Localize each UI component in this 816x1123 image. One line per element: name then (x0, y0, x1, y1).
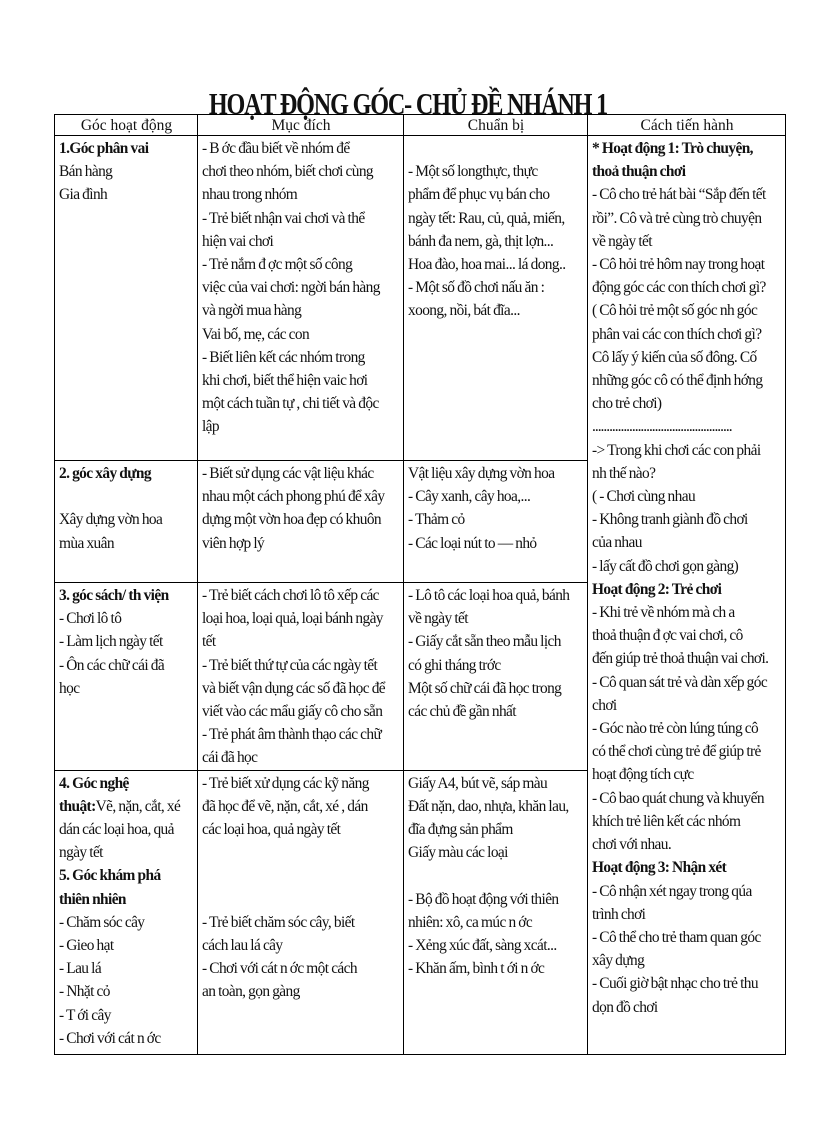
text-line: - Bộ đồ hoạt động với thiên (408, 890, 559, 908)
text-line: Bán hàng (59, 163, 113, 181)
blank-line (408, 137, 584, 160)
text-line: nh thế nào? (592, 464, 656, 482)
text-line: việc của vai chơi: ngời bán hàng (202, 279, 380, 297)
text-line: - Chơi với cát n ớc (59, 1029, 161, 1047)
blank-line (202, 864, 400, 887)
text-line: cách lau lá cây (202, 937, 283, 954)
muc-dich-cell (198, 136, 404, 461)
text-line: - Xẻng xúc đất, sàng xcát... (408, 937, 557, 955)
text-line: Cô lấy ý kiến của số đông. Cố (592, 348, 757, 366)
text-line: đã học để vẽ, nặn, cắt, xé , dán (202, 797, 368, 815)
goc-cell (55, 583, 198, 771)
text-line: Giấy A4, bút vẽ, sáp màu (408, 774, 548, 792)
text-line: hoạt động tích cực (592, 766, 694, 784)
text-line: Vật liệu xây dựng vờn hoa (408, 465, 555, 482)
text-line: viết vào các mẩu giấy cô cho sẵn (202, 703, 383, 721)
text-line: - Cô thể cho trẻ tham quan góc (592, 928, 761, 946)
text-line: tết (202, 633, 216, 651)
header-muc-dich: Mục đích (198, 115, 404, 136)
text-line: thoả thuận chơi (592, 163, 686, 181)
text-line: thiên nhiên (59, 890, 126, 908)
text-line: - Ôn các chữ cái đã (59, 656, 165, 674)
blank-line (59, 485, 194, 508)
text-line: - lấy cất đồ chơi gọn gàng) (592, 557, 739, 575)
text-line: về ngày tết (408, 610, 468, 628)
table-header-row (55, 115, 786, 136)
text-line: Gia đình (59, 186, 108, 204)
text-line: - Cuối giờ bật nhạc cho trẻ thu (592, 975, 758, 993)
text-line: và ngời mua hàng (202, 302, 302, 320)
header-cach-tien-hanh: Cách tiến hành (588, 115, 786, 136)
text-line: học (59, 679, 80, 697)
text-line: phân vai các con thích chơi gì? (592, 325, 762, 343)
muc-dich-cell (198, 583, 404, 771)
muc-dich-cell (198, 461, 404, 583)
text-line: - Trẻ phát âm thành thạo các chữ (202, 726, 382, 744)
text-line: về ngày tết (592, 232, 652, 250)
text-line: dán các loại hoa, quả (59, 821, 174, 839)
header-goc-hoat-dong: Góc hoạt động (55, 115, 198, 136)
goc-cell (55, 770, 198, 1054)
text-line: - Trẻ biết thứ tự của các ngày tết (202, 656, 378, 674)
text-line: - Một số đồ chơi nấu ăn : (408, 279, 545, 297)
text-line: - Nhặt cỏ (59, 983, 110, 1001)
text-line: - Cô bao quát chung và khuyến (592, 789, 764, 807)
text-line: các chủ đề gần nhất (408, 703, 516, 721)
text-line: lập (202, 418, 220, 436)
text-line: - Khăn ấm, bình t ới n ớc (408, 960, 545, 978)
text-line: chơi (592, 696, 617, 714)
text-line: Hoạt động 2: Trẻ chơi (592, 580, 722, 598)
text-line: dựng một vờn hoa đẹp có khuôn (202, 511, 382, 529)
goc-cell (55, 461, 198, 583)
text-line: - T ới cây (59, 1006, 111, 1024)
text-line: chơi với nhau. (592, 836, 672, 854)
text-line: * Hoạt động 1: Trò chuyện, (592, 140, 753, 157)
text-line: đến giúp trẻ thoả thuận vai chơi. (592, 650, 769, 668)
text-line: cái đã học (202, 749, 258, 767)
text-line: nhiên: xô, ca múc n ớc (408, 913, 533, 931)
text-line: - Gieo hạt (59, 937, 114, 955)
text-line: và biết vận dụng các số đã học để (202, 679, 386, 697)
text-line: - Trẻ biết chăm sóc cây, biết (202, 913, 355, 931)
chuan-bi-cell (404, 136, 588, 461)
text-line: nhau một cách phong phú để xây (202, 488, 385, 506)
text-line: - Giấy cắt sẵn theo mẫu lịch (408, 633, 561, 651)
text-line: ( Cô hỏi trẻ một số góc nh góc (592, 302, 758, 320)
text-line: bánh đa nem, gà, thịt lợn... (408, 232, 554, 250)
text-line: nhau trong nhóm (202, 186, 298, 204)
text-line: 2. góc xây dựng (59, 465, 151, 482)
text-line: 4. Góc nghệ (59, 774, 129, 792)
text-line: - Cô nhận xét ngay trong qúa (592, 882, 752, 900)
text-line: - Các loại nút to — nhỏ (408, 534, 537, 552)
text-line: dọn đồ chơi (592, 998, 658, 1016)
text-line: - Biết liên kết các nhóm trong (202, 348, 365, 366)
text-line: 5. Góc khám phá (59, 867, 161, 885)
text-line: - Không tranh giành đồ chơi (592, 511, 748, 529)
text-line: ( - Chơi cùng nhau (592, 488, 696, 506)
text-line: - Trẻ biết xử dụng các kỹ năng (202, 774, 369, 792)
text-line: - B ớc đầu biết về nhóm để (202, 140, 350, 157)
text-line: - Cô quan sát trẻ và dàn xếp góc (592, 673, 768, 691)
text-line: cho trẻ chơi) (592, 395, 662, 413)
text-line: - Khi trẻ về nhóm mà ch a (592, 604, 735, 622)
text-line: - Cô cho trẻ hát bài “Sắp đến tết (592, 186, 766, 204)
text-line: - Biết sử dụng các vật liệu khác (202, 465, 374, 482)
text-line: phẩm để phục vụ bán cho (408, 186, 550, 204)
text-line: - Chăm sóc cây (59, 913, 145, 931)
text-line: đĩa đựng sản phẩm (408, 821, 513, 839)
text-line: - Trẻ nắm đ ợc một số công (202, 256, 353, 274)
text-line: những góc cô có thể định hớng (592, 372, 763, 390)
text-line: của nhau (592, 534, 642, 552)
text-line: - Lô tô các loại hoa quả, bánh (408, 587, 570, 604)
text-line: viên hợp lý (202, 534, 265, 552)
text-line: - Góc nào trẻ còn lúng túng cô (592, 720, 759, 738)
table-row (55, 136, 786, 461)
text-line: Hoạt động 3: Nhận xét (592, 859, 727, 877)
goc-cell (55, 136, 198, 461)
text-line: các loại hoa, quả ngày tết (202, 821, 341, 839)
text-line: Giấy màu các loại (408, 844, 508, 862)
text-line: -> Trong khi chơi các con phải (592, 441, 761, 459)
text-line: khi chơi, biết thể hiện vaic hơi (202, 372, 368, 390)
text-line: Đất nặn, dao, nhựa, khăn lau, (408, 797, 569, 815)
text-line: - Cây xanh, cây hoa,... (408, 488, 531, 506)
text-line: xây dựng (592, 952, 645, 970)
text-line: Một số chữ cái đã học trong (408, 679, 562, 697)
muc-dich-cell (198, 770, 404, 1054)
page-title: HOẠT ĐỘNG GÓC- CHỦ ĐỀ NHÁNH 1 (208, 86, 608, 121)
text-line: khích trẻ liên kết các nhóm (592, 812, 741, 830)
activity-plan-table (54, 114, 786, 1055)
text-line: chơi theo nhóm, biết chơi cùng (202, 163, 374, 181)
blank-line (202, 888, 400, 911)
text-line: - Thảm cỏ (408, 511, 465, 529)
text-line: rồi”. Cô và trẻ cùng trò chuyện (592, 209, 762, 227)
dotted-separator: ................................................. (592, 418, 732, 436)
text-line: ngày tết: Rau, củ, quả, miến, (408, 209, 565, 227)
blank-line (202, 841, 400, 864)
text-line: Vai bố, mẹ, các con (202, 325, 310, 343)
text-line: - Lau lá (59, 960, 102, 978)
text-line: trình chơi (592, 905, 646, 923)
bold-label: thuật: (59, 797, 96, 815)
text-line: ngày tết (59, 844, 103, 862)
text-line: động góc các con thích chơi gì? (592, 279, 766, 297)
text-line: có ghi tháng trớc (408, 656, 501, 674)
text-line: mùa xuân (59, 534, 114, 552)
text-line: 1.Góc phân vai (59, 140, 149, 157)
header-chuan-bi: Chuẩn bị (404, 115, 588, 136)
chuan-bi-cell (404, 461, 588, 583)
text-line: có thể chơi cùng trẻ để giúp trẻ (592, 743, 761, 761)
text-line: loại hoa, loại quả, loại bánh ngày (202, 610, 383, 628)
chuan-bi-cell (404, 770, 588, 1054)
cach-tien-hanh-cell (588, 136, 786, 1055)
text-line: 3. góc sách/ th viện (59, 587, 169, 604)
text-line: một cách tuần tự , chi tiết và độc (202, 395, 379, 413)
text-line: - Một số longthực, thực (408, 163, 538, 181)
text-line: an toàn, gọn gàng (202, 983, 300, 1001)
text-line: - Trẻ biết nhận vai chơi và thể (202, 209, 365, 227)
blank-line (408, 864, 584, 887)
line-rest: Vẽ, nặn, cắt, xé (95, 797, 181, 815)
text-line: Xây dựng vờn hoa (59, 511, 163, 529)
text-line: hiện vai chơi (202, 232, 274, 250)
text-line (59, 795, 194, 818)
text-line: - Làm lịch ngày tết (59, 633, 163, 651)
text-line: - Chơi với cát n ớc một cách (202, 960, 357, 978)
text-line: - Trẻ biết cách chơi lô tô xếp các (202, 587, 379, 604)
chuan-bi-cell (404, 583, 588, 771)
text-line: thoả thuận đ ợc vai chơi, cô (592, 627, 743, 645)
text-line: xoong, nồi, bát đĩa... (408, 302, 520, 320)
text-line: - Chơi lô tô (59, 610, 122, 628)
text-line: Hoa đào, hoa mai... lá dong.. (408, 256, 566, 273)
text-line: - Cô hỏi trẻ hôm nay trong hoạt (592, 256, 765, 274)
